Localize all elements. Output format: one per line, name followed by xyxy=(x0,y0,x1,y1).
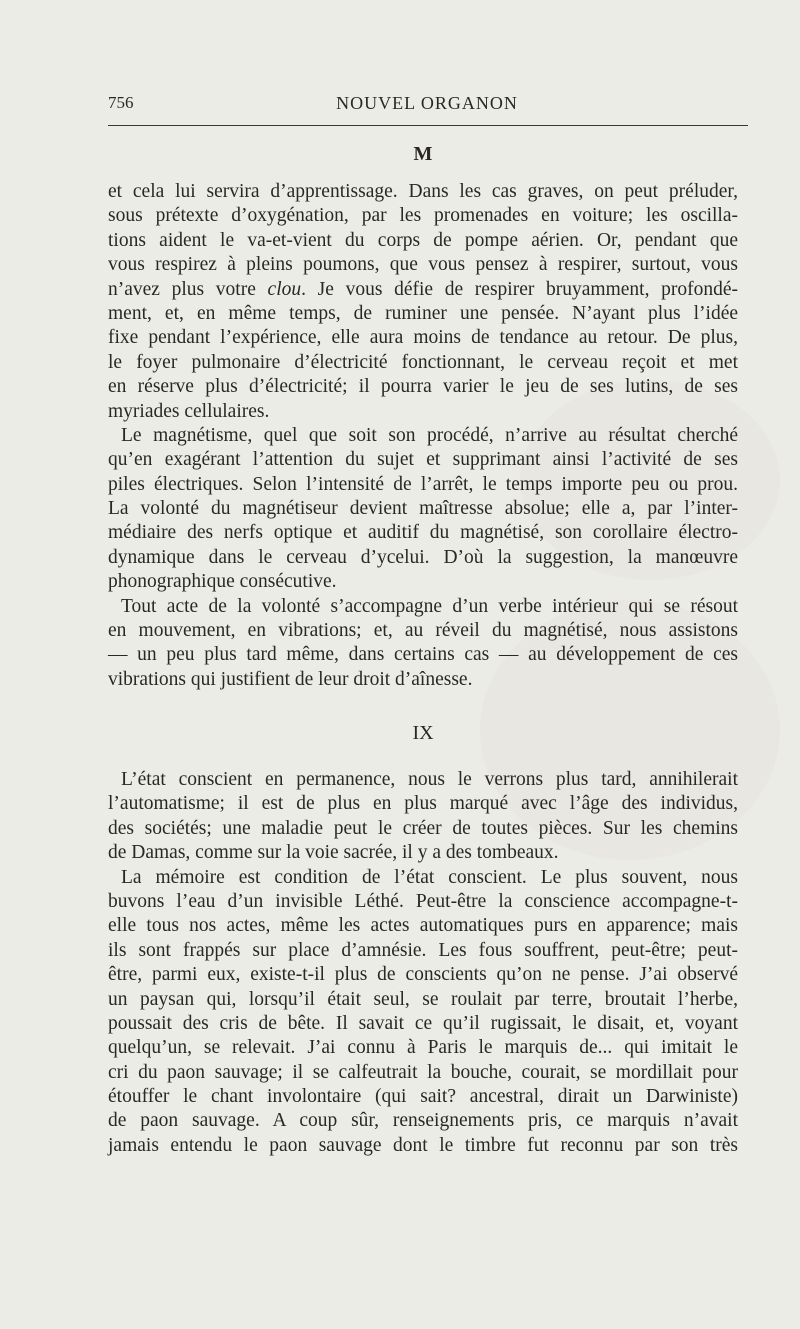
text-line: de Damas, comme sur la voie sacrée, il y a des tombeaux. xyxy=(108,842,559,864)
text-line: Le magnétisme, quel que soit son procédé, n’arrive au résultat cherché xyxy=(121,424,738,446)
text-line: L’état conscient en permanence, nous le verrons plus tard, annihilerait xyxy=(121,769,738,790)
italic-word: clou xyxy=(267,278,302,300)
section-m-text xyxy=(108,180,738,692)
text-line: un paysan qui, lorsqu’il était seul, se roulait par terre, broutait l’herbe, xyxy=(108,988,738,1010)
text-line: qu’en exagérant l’attention du sujet et supprimant ainsi l’activité de ses xyxy=(108,449,738,471)
section-heading-m: M xyxy=(413,143,433,165)
text-line: médiaire des nerfs optique et auditif du magnétisé, son corollaire électro- xyxy=(108,522,738,544)
text-line: ils sont frappés sur place d’amnésie. Les fous souffrent, peut-être; peut- xyxy=(108,939,738,961)
text-line: en mouvement, en vibrations; et, au réveil du magnétisé, nous assistons xyxy=(108,620,738,642)
text-line: dynamique dans le cerveau d’ycelui. D’où la suggestion, la manœuvre xyxy=(108,546,738,568)
text-line: cri du paon sauvage; il se calfeutrait la bouche, courait, se mordillait pour xyxy=(108,1061,738,1083)
text-line: vous respirez à pleins poumons, que vous pensez à respirer, surtout, vous xyxy=(108,254,738,276)
section-heading-ix: IX xyxy=(412,722,434,744)
text-fragment: . Je vous défie de respirer bruyamment, profondé- xyxy=(301,278,738,300)
text-line: phonographique consécutive. xyxy=(108,571,337,593)
text-line: et cela lui servira d’apprentissage. Dans les cas graves, on peut préluder, xyxy=(108,181,738,202)
text-line: La volonté du magnétiseur devient maîtresse absolue; elle a, par l’inter- xyxy=(108,498,738,520)
running-title: NOUVEL ORGANON xyxy=(336,93,518,113)
text-line: vibrations qui justifient de leur droit d’aînesse. xyxy=(108,668,473,690)
text-line: myriades cellulaires. xyxy=(108,400,270,422)
text-line: des sociétés; une maladie peut le créer de toutes pièces. Sur les chemins xyxy=(108,817,738,839)
text-line: piles électriques. Selon l’intensité de l’arrêt, le temps importe peu ou prou. xyxy=(108,473,738,495)
text-line: sous prétexte d’oxygénation, par les promenades en voiture; les oscilla- xyxy=(108,205,738,227)
text-line: fixe pendant l’expérience, elle aura moins de tendance au retour. De plus, xyxy=(108,327,738,349)
text-line: — un peu plus tard même, dans certains cas — au développement de ces xyxy=(108,644,738,666)
text-line: jamais entendu le paon sauvage dont le timbre fut reconnu par son très xyxy=(108,1134,738,1156)
text-line: ment, et, en même temps, de ruminer une pensée. N’ayant plus l’idée xyxy=(108,302,738,324)
text-fragment: n’avez plus votre xyxy=(108,278,268,300)
text-line xyxy=(108,278,738,302)
page-number: 756 xyxy=(108,93,134,112)
page-header xyxy=(108,93,746,121)
text-line: elle tous nos actes, même les actes automatiques purs en apparence; mais xyxy=(108,915,738,937)
text-line: de paon sauvage. A coup sûr, renseignements pris, ce marquis n’avait xyxy=(108,1110,738,1132)
text-line: La mémoire est condition de l’état conscient. Le plus souvent, nous xyxy=(121,866,738,888)
text-line: tions aident le va-et-vient du corps de pompe aérien. Or, pendant que xyxy=(108,229,738,251)
text-line: étouffer le chant involontaire (qui sait? ancestral, dirait un Darwiniste) xyxy=(108,1086,738,1108)
text-line: poussait des cris de bête. Il savait ce qu’il rugissait, le disait, et, voyant xyxy=(108,1012,738,1034)
text-line: être, parmi eux, existe-t-il plus de conscients qu’on ne pense. J’ai observé xyxy=(108,964,738,986)
text-line: quelqu’un, se relevait. J’ai connu à Paris le marquis de... qui imitait le xyxy=(108,1037,738,1059)
text-line: buvons l’eau d’un invisible Léthé. Peut-être la conscience accompagne-t- xyxy=(108,890,738,912)
text-line: en réserve plus d’électricité; il pourra varier le jeu de ses lutins, de ses xyxy=(108,376,738,398)
header-rule xyxy=(108,125,748,126)
text-line: le foyer pulmonaire d’électricité fonctionnant, le cerveau reçoit et met xyxy=(108,351,738,373)
text-line: l’automatisme; il est de plus en plus marqué avec l’âge des individus, xyxy=(108,793,738,815)
section-ix-text xyxy=(108,768,738,1158)
text-line: Tout acte de la volonté s’accompagne d’un verbe intérieur qui se résout xyxy=(121,595,738,617)
